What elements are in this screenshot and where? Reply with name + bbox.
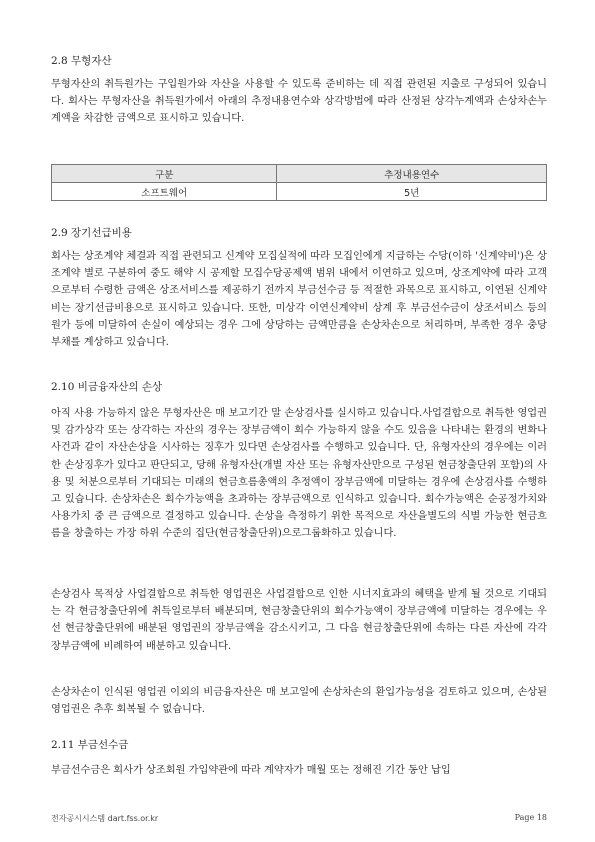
table-header-useful-life: 추정내용연수 [277, 165, 547, 183]
table-cell-category: 소프트웨어 [52, 183, 277, 201]
section-heading-2-10: 2.10 비금융자산의 손상 [51, 381, 163, 393]
section-paragraph-2-10-a: 아직 사용 가능하지 않은 무형자산은 매 보고기간 말 손상검사를 실시하고 있습니다.사업결합으로 취득한 영업권 및 감가상각 또는 상각하는 자산의 경우는 장부금액이 회수 가능하지 않을 수도 있음을 나타내는 환경의 변화나 사건과 같이 자산손상을 시사하는 징후가 있다면 손상검사를 수행하고 있습니다. 단, 유형자산의 경우에는 이러한 손상징후가 있다고 판단되고, 당해 유형자산(개별 자산 또는 유형자산만으로 구성된 현금창출단위 포함)의 사용 및 처분으로부터 기대되는 미래의 현금흐름총액의 추정액이 장부금액에 미달하는 경우에 손상검사를 수행하고 있습니다. 손상차손은 회수가능액을 초과하는 장부금액으로 인식하고 있습니다. 회수가능액은 순공정가치와 사용가치 중 큰 금액으로 결정하고 있습니다. 손상을 측정하기 위한 목적으로 자산을별도의 식별 가능한 현금흐름을 창출하는 가장 하위 수준의 집단(현금창출단위)으로그룹화하고 있습니다. [51, 408, 547, 540]
section-paragraph-2-11: 부금선수금은 회사가 상조회원 가입약관에 따라 계약자가 매월 또는 정해진 기간 동안 납입 [51, 765, 451, 776]
footer-page-number: Page 18 [514, 813, 547, 822]
section-paragraph-2-8: 무형자산의 취득원가는 구입원가와 자산을 사용할 수 있도록 준비하는 데 직접 관련된 지출로 구성되어 있습니다. 회사는 무형자산을 취득원가에서 아래의 추정내용연수와 상각방법에 따라 산정된 상각누계액과 손상차손누계액을 차감한 금액으로 표시하고 있습니다. [51, 79, 547, 125]
table-header-category: 구분 [52, 165, 277, 183]
section-heading-2-8: 2.8 무형자산 [51, 55, 112, 67]
table-header-row [52, 165, 547, 183]
section-paragraph-2-10-c: 손상차손이 인식된 영업권 이외의 비금융자산은 매 보고일에 손상차손의 환입가능성을 검토하고 있으며, 손상된 영업권은 추후 회복될 수 없습니다. [51, 687, 547, 716]
section-heading-2-11: 2.11 부금선수금 [51, 739, 129, 751]
table-row [52, 183, 547, 201]
section-paragraph-2-9: 회사는 상조계약 체결과 직접 관련되고 신계약 모집실적에 따라 모집인에게 지급하는 수당(이하 '신계약비')은 상조계약 별로 구분하여 중도 해약 시 공제할 모집수당공제액 범위 내에서 이연하고 있으며, 상조계약에 따라 고객으로부터 수령한 금액은 상조서비스를 제공하기 전까지 부금선수금 등 적절한 과목으로 표시하고, 이연된 신계약비는 장기선급비용으로 표시하고 있습니다. 또한, 미상각 이연신계약비 상계 후 부금선수금이 상조서비스 등의 원가 등에 미달하여 손실이 예상되는 경우 그에 상당하는 금액만큼을 손상차손으로 처리하며, 부족한 경우 충당부채를 계상하고 있습니다. [51, 251, 547, 349]
section-paragraph-2-10-b: 손상검사 목적상 사업결합으로 취득한 영업권은 사업결합으로 인한 시너지효과의 혜택을 받게 될 것으로 기대되는 각 현금창출단위에 취득일로부터 배분되며, 현금창출단위의 회수가능액이 장부금액에 미달하는 경우에는 우선 현금창출단위에 배분된 영업권의 장부금액을 감소시키고, 그 다음 현금창출단위에 속하는 다른 자산에 각각 장부금액에 비례하여 배분하고 있습니다. [51, 589, 547, 652]
section-heading-2-9: 2.9 장기선급비용 [51, 227, 132, 239]
table-cell-useful-life: 5년 [277, 183, 547, 201]
useful-life-table [51, 164, 547, 201]
footer-source: 전자공시시스템 dart.fss.or.kr [51, 814, 159, 823]
